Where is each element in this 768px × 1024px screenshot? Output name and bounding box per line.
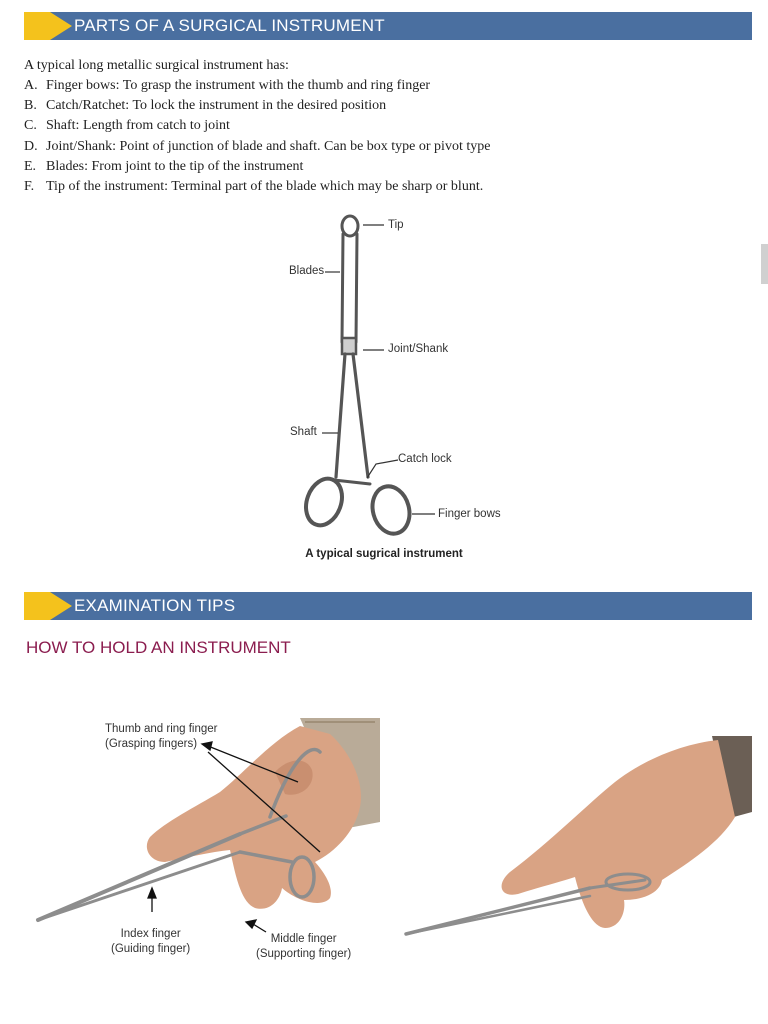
- list-item: B. Catch/Ratchet: To lock the instrument in the desired position: [24, 98, 387, 114]
- label-thumb-ring: Thumb and ring finger (Grasping fingers): [105, 723, 218, 750]
- banner-chevron: [24, 592, 50, 620]
- hand-holding-illustration-right: [400, 732, 760, 952]
- list-item: A. Finger bows: To grasp the instrument with the thumb and ring finger: [24, 78, 431, 93]
- list-item: E. Blades: From joint to the tip of the instrument: [24, 158, 304, 174]
- label-tip: Tip: [388, 219, 404, 231]
- section-title-exam: EXAMINATION TIPS: [74, 596, 236, 615]
- banner-chevron: [24, 12, 50, 40]
- label-catch: Catch lock: [398, 453, 452, 465]
- label-finger-bows: Finger bows: [438, 508, 501, 520]
- intro-text: A typical long metallic surgical instrument has:: [24, 58, 289, 73]
- parts-list: [24, 76, 490, 197]
- label-middle-finger: Middle finger (Supporting finger): [256, 933, 352, 960]
- scrollbar[interactable]: [761, 244, 768, 284]
- label-blades: Blades: [289, 265, 325, 277]
- label-shaft: Shaft: [290, 426, 317, 438]
- subheading: HOW TO HOLD AN INSTRUMENT: [26, 638, 291, 657]
- list-item: D. Joint/Shank: Point of junction of blade and shaft. Can be box type or pivot type: [24, 138, 491, 154]
- section-title-parts: PARTS OF A SURGICAL INSTRUMENT: [74, 16, 385, 35]
- label-joint: Joint/Shank: [388, 343, 449, 355]
- section-banner-exam: [24, 592, 752, 620]
- surgical-instrument-illustration: [290, 212, 490, 542]
- figure-caption: A typical sugrical instrument: [305, 548, 463, 560]
- list-item: C. Shaft: Length from catch to joint: [24, 118, 230, 134]
- section-banner-parts: [24, 12, 752, 40]
- list-item: F. Tip of the instrument: Terminal part of the blade which may be sharp or blunt.: [24, 179, 484, 195]
- label-index-finger: Index finger (Guiding finger): [111, 928, 191, 955]
